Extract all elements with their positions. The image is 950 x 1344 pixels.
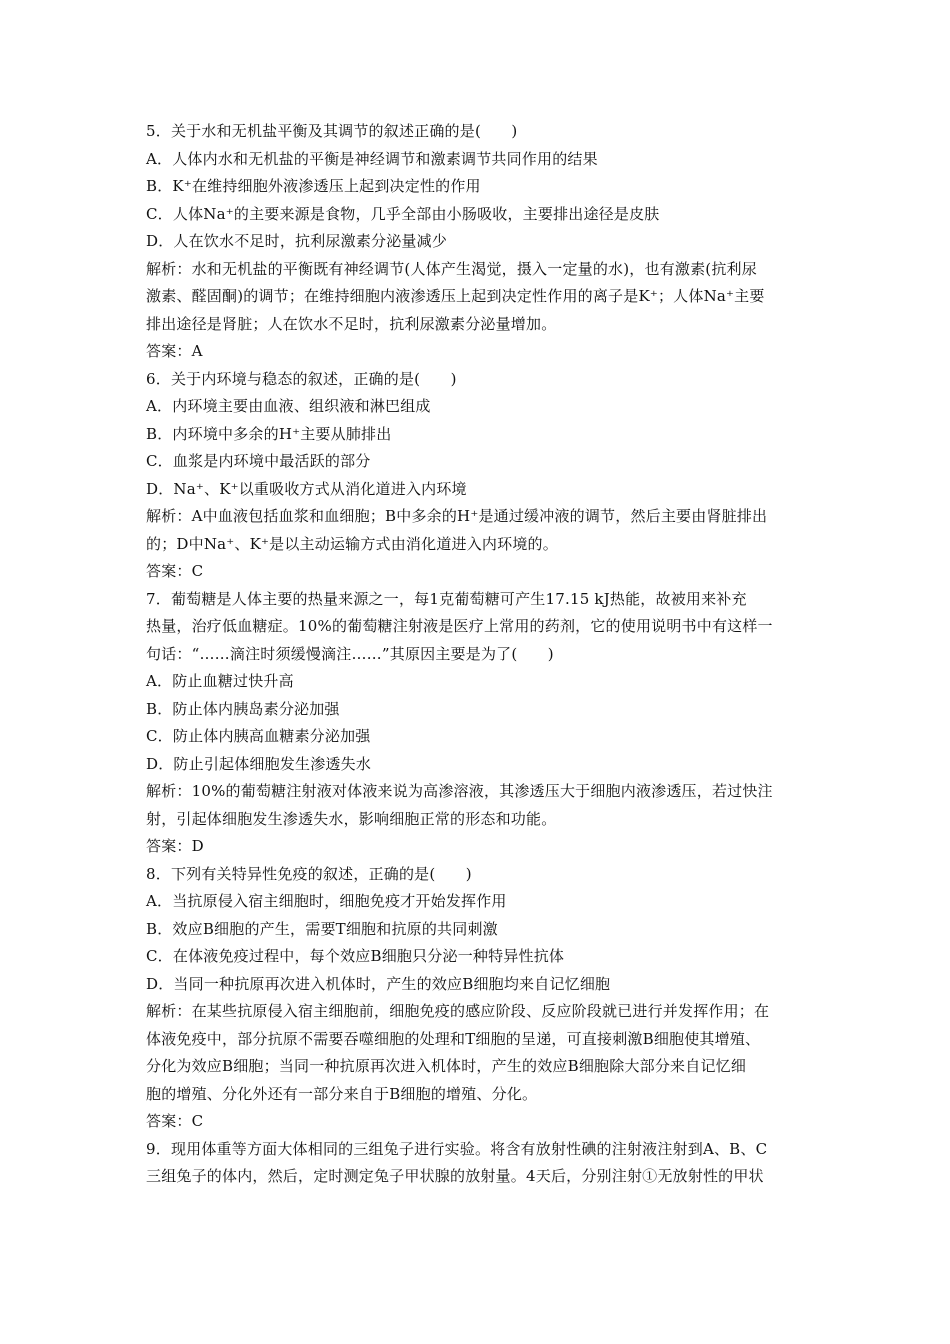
question-6-analysis-line-2: 的；D中Na⁺、K⁺是以主动运输方式由消化道进入内环境的。: [146, 534, 558, 553]
question-7-option-d: D．防止引起体细胞发生渗透失水: [146, 754, 372, 773]
question-9-stem-line-2: 三组兔子的体内，然后，定时测定兔子甲状腺的放射量。4天后，分别注射①无放射性的甲状: [146, 1167, 764, 1185]
question-8-option-c: C．在体液免疫过程中，每个效应B细胞只分泌一种特异性抗体: [146, 947, 565, 965]
question-7-stem-line-1: 7．葡萄糖是人体主要的热量来源之一，每1克葡萄糖可产生17.15 kJ热能，故被用来补充: [146, 589, 747, 608]
question-7-analysis-line-1: 解析：10%的葡萄糖注射液对体液来说为高渗溶液，其渗透压大于细胞内液渗透压，若过快注: [146, 782, 773, 800]
question-7-analysis-line-2: 射，引起体细胞发生渗透失水，影响细胞正常的形态和功能。: [146, 809, 557, 828]
question-7-option-b: B．防止体内胰岛素分泌加强: [146, 699, 340, 718]
question-6-analysis-line-1: 解析：A中血液包括血浆和血细胞；B中多余的H⁺是通过缓冲液的调节，然后主要由肾脏排出: [146, 507, 768, 525]
question-5-analysis-line-1: 解析：水和无机盐的平衡既有神经调节(人体产生渴觉，摄入一定量的水)，也有激素(抗利尿: [146, 259, 757, 278]
question-8-analysis-line-1: 解析：在某些抗原侵入宿主细胞前，细胞免疫的感应阶段、反应阶段就已进行并发挥作用；在: [146, 1002, 770, 1020]
question-6-option-c: C．血浆是内环境中最活跃的部分: [146, 452, 371, 470]
question-6-answer: 答案：C: [146, 562, 204, 580]
question-6-stem: 6．关于内环境与稳态的叙述，正确的是( ): [146, 369, 457, 388]
question-7-stem-line-3: 句话：“……滴注时须缓慢滴注……”其原因主要是为了( ): [146, 644, 554, 663]
question-5-analysis-line-2: 激素、醛固酮)的调节；在维持细胞内液渗透压上起到决定性作用的离子是K⁺；人体Na⁺主要: [146, 287, 765, 305]
question-5-option-a: A．人体内水和无机盐的平衡是神经调节和激素调节共同作用的结果: [146, 149, 598, 168]
question-5-option-c: C．人体Na⁺的主要来源是食物，几乎全部由小肠吸收，主要排出途径是皮肤: [146, 204, 660, 223]
question-8-stem: 8．下列有关特异性免疫的叙述，正确的是( ): [146, 864, 472, 883]
question-9-stem-line-1: 9．现用体重等方面大体相同的三组兔子进行实验。将含有放射性碘的注射液注射到A、B、C: [146, 1139, 768, 1158]
question-7-option-c: C．防止体内胰高血糖素分泌加强: [146, 727, 371, 745]
question-5-option-b: B．K⁺在维持细胞外液渗透压上起到决定性的作用: [146, 177, 481, 195]
question-5-option-d: D．人在饮水不足时，抗利尿激素分泌量减少: [146, 232, 448, 250]
question-8-analysis-line-3: 分化为效应B细胞；当同一种抗原再次进入机体时，产生的效应B细胞除大部分来自记忆细: [146, 1057, 747, 1075]
question-5-answer: 答案：A: [146, 342, 203, 360]
question-6-option-a: A．内环境主要由血液、组织液和淋巴组成: [146, 397, 431, 415]
question-5-stem: 5．关于水和无机盐平衡及其调节的叙述正确的是( ): [146, 122, 518, 140]
question-8-option-b: B．效应B细胞的产生，需要T细胞和抗原的共同刺激: [146, 919, 498, 938]
question-6-option-b: B．内环境中多余的H⁺主要从肺排出: [146, 424, 392, 443]
question-8-option-d: D．当同一种抗原再次进入机体时，产生的效应B细胞均来自记忆细胞: [146, 974, 611, 993]
question-8-answer: 答案：C: [146, 1112, 204, 1130]
question-8-option-a: A．当抗原侵入宿主细胞时，细胞免疫才开始发挥作用: [146, 892, 507, 910]
document-page: [146, 118, 812, 1191]
question-8-analysis-line-2: 体液免疫中，部分抗原不需要吞噬细胞的处理和T细胞的呈递，可直接刺激B细胞使其增殖、: [146, 1029, 761, 1048]
question-7-answer: 答案：D: [146, 837, 204, 855]
question-7-option-a: A．防止血糖过快升高: [146, 672, 294, 690]
question-7-stem-line-2: 热量，治疗低血糖症。10%的葡萄糖注射液是医疗上常用的药剂，它的使用说明书中有这样一: [146, 617, 773, 635]
question-6-option-d: D．Na⁺、K⁺以重吸收方式从消化道进入内环境: [146, 479, 467, 498]
question-5-analysis-line-3: 排出途径是肾脏；人在饮水不足时，抗利尿激素分泌量增加。: [146, 314, 557, 333]
question-8-analysis-line-4: 胞的增殖、分化外还有一部分来自于B细胞的增殖、分化。: [146, 1084, 538, 1103]
